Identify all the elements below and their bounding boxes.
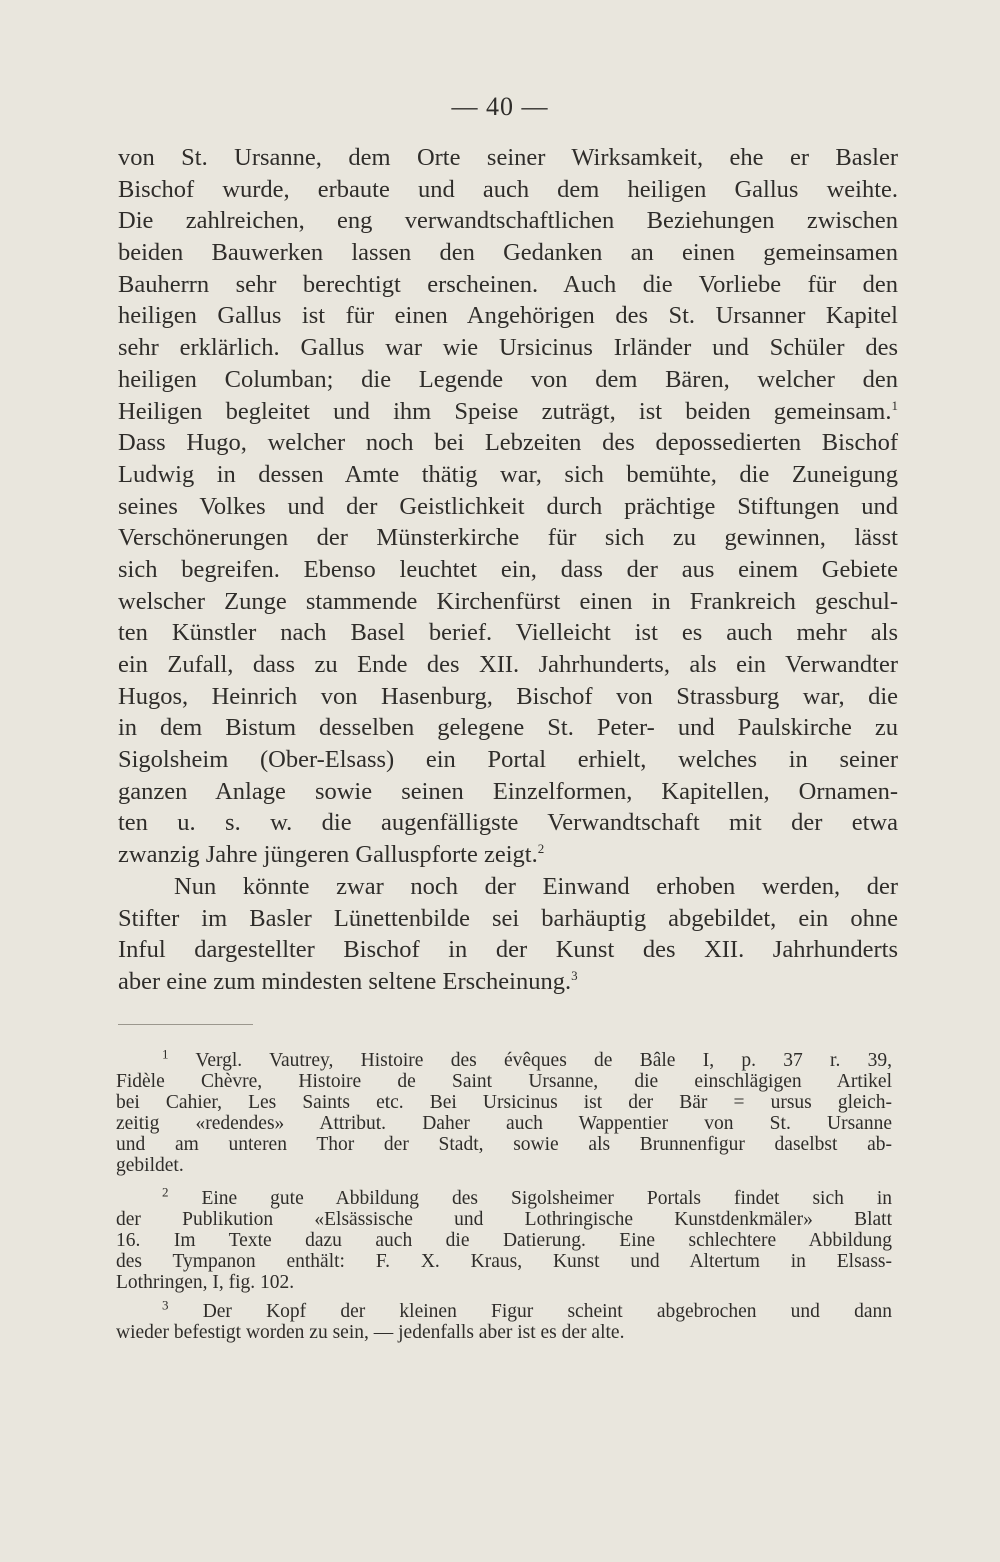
footnote-3-line (116, 1297, 892, 1322)
footnote-1-line (116, 1046, 892, 1071)
footnote-divider (118, 1024, 253, 1025)
footnote-text: und am unteren Thor der Stadt, sowie als Brunnenfigur daselbst ab- (116, 1134, 892, 1155)
footnote-text: Der Kopf der kleinen Figur scheint abgebrochen und dann (202, 1301, 892, 1322)
text-line-with-note (118, 966, 898, 998)
text-line: Nun könnte zwar noch der Einwand erhoben werden, der (174, 872, 898, 900)
text-line-with-note (118, 839, 898, 871)
page-number: — 40 — (451, 92, 549, 121)
text-line: Stifter im Basler Lünettenbilde sei barhäuptig abgebildet, ein ohne (118, 904, 898, 932)
footnote-text: Fidèle Chèvre, Histoire de Saint Ursanne, die einschlägigen Artikel (116, 1071, 892, 1092)
footnote-text: Vergl. Vautrey, Histoire des évêques de Bâle I, p. 37 r. 39, (195, 1050, 892, 1071)
footnote-text: der Publikution «Elsässische und Lothringische Kunstdenkmäler» Blatt (116, 1209, 892, 1230)
footnote-text: gebildet. (116, 1155, 184, 1176)
text-line: Bauherrn sehr berechtigt erscheinen. Auch die Vorliebe für den (118, 270, 898, 298)
footnote-2-marker: 2 (162, 1184, 169, 1200)
text-line: in dem Bistum desselben gelegene St. Peter- und Paulskirche zu (118, 714, 898, 742)
text-line: Verschönerungen der Münsterkirche für sich zu gewinnen, lässt (118, 524, 898, 552)
text-line: Bischof wurde, erbaute und auch dem heiligen Gallus weihte. (118, 175, 898, 203)
text-line: Heiligen begleitet und ihm Speise zuträgt, ist beiden gemeinsam. (118, 397, 892, 425)
text-line: seines Volkes und der Geistlichkeit durch prächtige Stiftungen und (118, 492, 898, 520)
text-line: beiden Bauwerken lassen den Gedanken an einen gemeinsamen (118, 239, 898, 267)
text-line: zwanzig Jahre jüngeren Galluspforte zeigt. (118, 841, 538, 869)
text-line: Hugos, Heinrich von Hasenburg, Bischof von Strassburg war, die (118, 682, 898, 710)
text-line: heiligen Columban; die Legende von dem Bären, welcher den (118, 365, 898, 393)
footnote-text: wieder befestigt worden zu sein, — jedenfalls aber ist es der alte. (116, 1322, 625, 1343)
text-line: von St. Ursanne, dem Orte seiner Wirksamkeit, ehe er Basler (118, 144, 898, 171)
text-line: ten Künstler nach Basel berief. Vielleicht ist es auch mehr als (118, 619, 898, 647)
footnote-text: zeitig «redendes» Attribut. Daher auch Wappentier von St. Ursanne (116, 1113, 892, 1134)
text-line: Sigolsheim (Ober-Elsass) ein Portal erhielt, welches in seiner (118, 746, 898, 774)
footnote-3-marker: 3 (162, 1297, 169, 1313)
footnote-text: des Tympanon enthält: F. X. Kraus, Kunst und Altertum in Elsass- (116, 1251, 892, 1272)
text-line: ein Zufall, dass zu Ende des XII. Jahrhunderts, als ein Verwandter (118, 651, 898, 678)
text-line: Ludwig in dessen Amte thätig war, sich bemühte, die Zuneigung (118, 460, 898, 488)
text-line: ganzen Anlage sowie seinen Einzelformen, Kapitellen, Ornamen- (118, 777, 898, 805)
footnote-text: Eine gute Abbildung des Sigolsheimer Portals findet sich in (201, 1188, 892, 1209)
note-reference-3: 3 (571, 967, 578, 983)
text-line: welscher Zunge stammende Kirchenfürst einen in Frankreich geschul- (118, 587, 898, 615)
note-reference-2: 2 (537, 840, 545, 856)
text-line: Dass Hugo, welcher noch bei Lebzeiten des depossedierten Bischof (118, 429, 898, 457)
footnote-text: 16. Im Texte dazu auch die Datierung. Eine schlechtere Abbildung (116, 1230, 892, 1251)
text-line: ten u. s. w. die augenfälligste Verwandtschaft mit der etwa (118, 809, 898, 837)
footnotes (116, 1046, 892, 1343)
footnote-text: bei Cahier, Les Saints etc. Bei Ursicinus ist der Bär = ursus gleich- (116, 1092, 892, 1113)
text-line: aber eine zum mindesten seltene Erscheinung. (118, 967, 572, 995)
text-line: heiligen Gallus ist für einen Angehörigen des St. Ursanner Kapitel (118, 302, 898, 330)
note-reference-1: 1 (891, 397, 898, 413)
text-line: sich begreifen. Ebenso leuchtet ein, dass der aus einem Gebiete (118, 555, 898, 583)
footnote-text: Lothringen, I, fig. 102. (116, 1272, 295, 1293)
text-line-with-note (118, 396, 898, 428)
footnote-2-line (116, 1184, 892, 1209)
text-line: Die zahlreichen, eng verwandtschaftlichen Beziehungen zwischen (118, 207, 898, 235)
text-line: Inful dargestellter Bischof in der Kunst des XII. Jahrhunderts (118, 936, 898, 964)
footnote-1-marker: 1 (162, 1046, 169, 1062)
text-line: sehr erklärlich. Gallus war wie Ursicinus Irländer und Schüler des (118, 334, 898, 362)
main-text (118, 142, 898, 998)
